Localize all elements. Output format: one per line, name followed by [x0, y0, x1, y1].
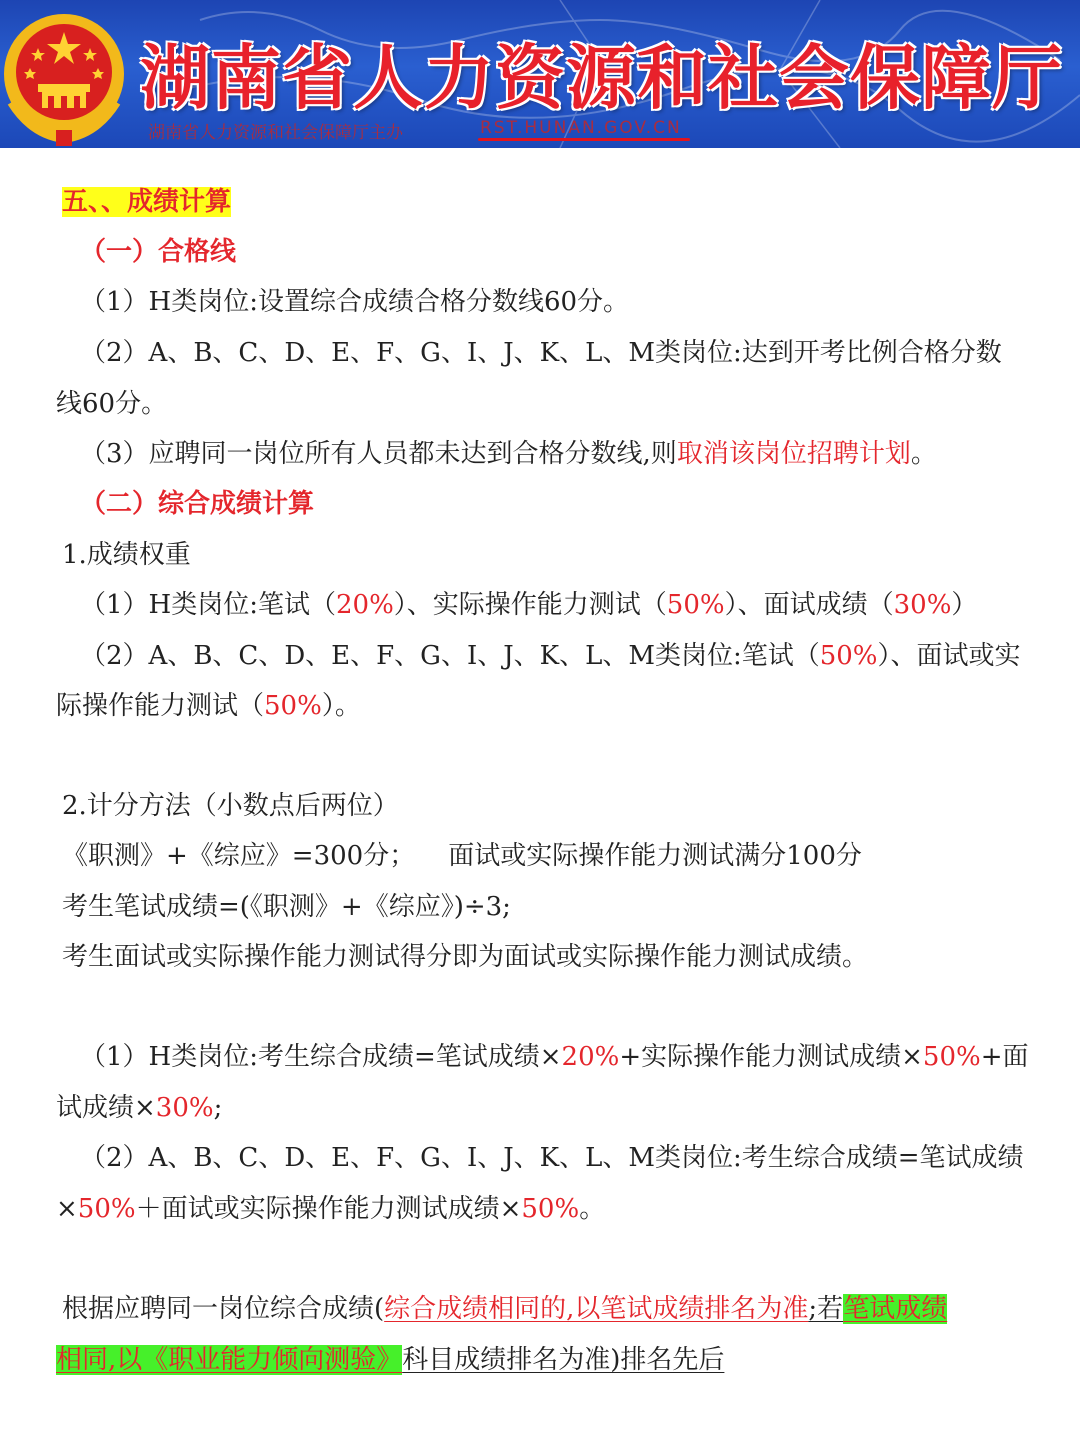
method-line-1: 《职测》+《综应》=300分； 面试或实际操作能力测试满分100分 [62, 841, 862, 871]
w1-text-c: ）、实际操作能力测试（ [393, 590, 667, 620]
f1-text-a: （1）H类岗位:考生综合成绩=笔试成绩× [80, 1042, 562, 1072]
item3-text: （3）应聘同一岗位所有人员都未达到合格分数线,则 [80, 439, 677, 469]
pass-line-item-1: （1）H类岗位:设置综合成绩合格分数线60分。 [80, 287, 630, 317]
weights-title: 1.成绩权重 [62, 540, 191, 570]
weights-item-1 [80, 585, 977, 625]
rank-highlight-1: 笔试成绩 [843, 1294, 948, 1324]
f1-text-c: +实际操作能力测试成绩× [619, 1042, 923, 1072]
f2-percent-written: 50% [77, 1194, 136, 1224]
w1-text-g: ） [951, 590, 978, 620]
item3-end: 。 [910, 439, 937, 469]
f1-text-f: 试成绩× [56, 1093, 156, 1123]
rank-text-f: 科目成绩排名为准)排名先后 [402, 1345, 725, 1375]
pass-line-heading: （一）合格线 [80, 237, 237, 267]
ranking-line-1 [62, 1289, 947, 1329]
w1-percent-written: 20% [335, 590, 394, 620]
section-title [62, 182, 231, 222]
f1-percent-interview: 30% [155, 1093, 214, 1123]
f1-percent-practical: 50% [922, 1042, 981, 1072]
w1-percent-practical: 50% [666, 590, 725, 620]
pass-line-item-2b: 线60分。 [56, 389, 168, 419]
w2-text-c: ）、面试或实 [877, 641, 1021, 671]
rank-text-a: 根据应聘同一岗位综合成绩( [62, 1294, 385, 1324]
f2-times: × [56, 1194, 78, 1224]
banner-title: 湖南省人力资源和社会保障厅 [140, 37, 1063, 119]
banner-subtitle: 湖南省人力资源和社会保障厅主办 [148, 123, 403, 143]
f1-percent-written: 20% [561, 1042, 620, 1072]
method-line-3: 考生面试或实际操作能力测试得分即为面试或实际操作能力测试成绩。 [62, 942, 869, 972]
w1-text-a: （1）H类岗位:笔试（ [80, 590, 336, 620]
w2-text-a: （2）A、B、C、D、E、F、G、I、J、K、L、M类岗位:笔试（ [80, 641, 820, 671]
rank-tiebreak-written: 综合成绩相同的,以笔试成绩排名为准 [384, 1294, 809, 1324]
formula-1a [80, 1037, 1029, 1077]
composite-heading: （二）综合成绩计算 [80, 489, 315, 519]
banner-url-link[interactable]: RST.HUNAN.GOV.CN [480, 118, 682, 138]
formula-2b [56, 1189, 605, 1229]
f2-percent-interview: 50% [521, 1194, 580, 1224]
w2-percent-written: 50% [819, 641, 878, 671]
section-title-text: 五、、成绩计算 [62, 187, 232, 217]
w2-text-f: ）。 [321, 691, 361, 721]
f1-text-e: +面 [980, 1042, 1029, 1072]
w1-text-e: ）、面试成绩（ [724, 590, 894, 620]
rank-text-c: ;若 [808, 1294, 844, 1324]
method-title: 2.计分方法（小数点后两位） [62, 791, 399, 821]
pass-line-item-2a: （2）A、B、C、D、E、F、G、I、J、K、L、M类岗位:达到开考比例合格分数 [80, 338, 1002, 368]
formula-1b [56, 1088, 222, 1128]
rank-highlight-2: 相同,以《职业能力倾向测验》 [56, 1345, 403, 1375]
w1-percent-interview: 30% [893, 590, 952, 620]
weights-item-2a [80, 636, 1021, 676]
item3-highlight: 取消该岗位招聘计划 [676, 439, 911, 469]
weights-item-2b [56, 686, 361, 726]
w2-percent-interview: 50% [264, 691, 322, 721]
method-line-2: 考生笔试成绩=(《职测》+《综应》)÷3; [62, 892, 511, 922]
formula-2a: （2）A、B、C、D、E、F、G、I、J、K、L、M类岗位:考生综合成绩=笔试成绩 [80, 1143, 1024, 1173]
f1-text-h: ; [213, 1093, 223, 1123]
w2-text-d: 际操作能力测试（ [56, 691, 265, 721]
ranking-line-2 [56, 1340, 724, 1380]
f2-text-d: ＋面试或实际操作能力测试成绩× [135, 1194, 522, 1224]
f2-text-f: 。 [579, 1194, 606, 1224]
pass-line-item-3 [80, 434, 937, 474]
